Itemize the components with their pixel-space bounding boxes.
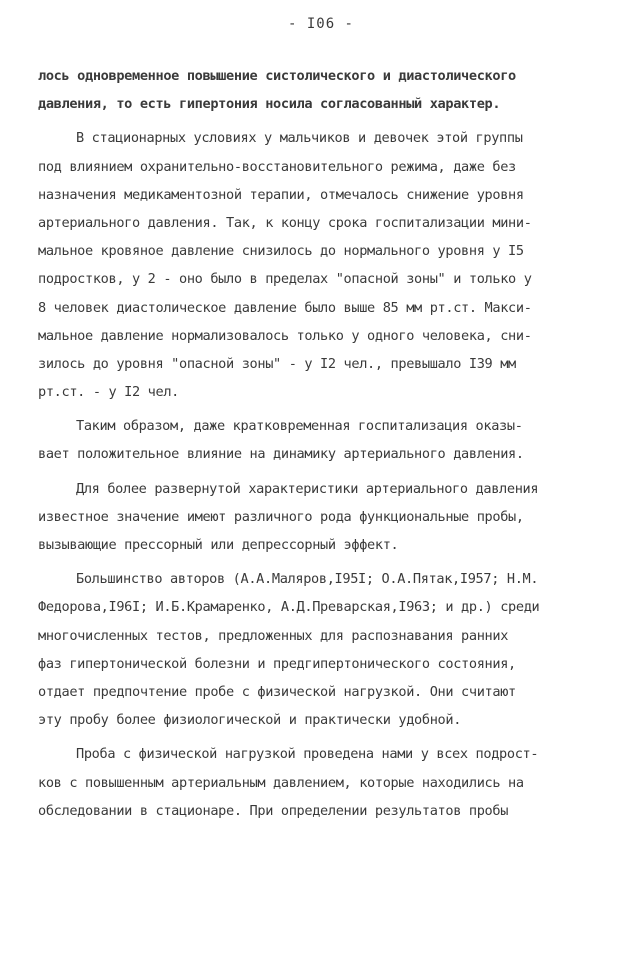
text-line: отдает предпочтение пробе с физической нагрузкой. Они считают	[38, 683, 516, 700]
document-body	[38, 62, 612, 825]
text-line: назначения медикаментозной терапии, отмечалось снижение уровня	[38, 186, 524, 203]
paragraph	[38, 475, 612, 560]
text-line: Для более развернутой характеристики артериального давления	[76, 480, 539, 497]
paragraph	[38, 740, 612, 825]
text-line: артериального давления. Так, к концу срока госпитализации мини-	[38, 214, 532, 231]
text-line: вызывающие прессорный или депрессорный эффект.	[38, 537, 399, 553]
text-line: 8 человек диастолическое давление было выше 85 мм рт.ст. Макси-	[38, 299, 532, 316]
paragraph	[38, 412, 612, 468]
paragraph	[38, 62, 612, 118]
text-line: В стационарных условиях у мальчиков и девочек этой группы	[76, 130, 523, 147]
text-line: обследовании в стационаре. При определении результатов пробы	[38, 802, 509, 819]
text-line: подростков, у 2 - оно было в пределах "опасной зоны" и только у	[38, 271, 532, 288]
text-line: вает положительное влияние на динамику артериального давления.	[38, 446, 524, 463]
page-number: - I06 -	[287, 16, 354, 32]
paragraph	[38, 124, 612, 406]
text-line: мальное кровяное давление снизилось до нормального уровня у I5	[38, 243, 524, 260]
text-line: Таким образом, даже кратковременная госпитализация оказы-	[76, 418, 523, 435]
text-line: давления, то есть гипертония носила согласованный характер.	[38, 96, 501, 113]
text-line: под влиянием охранительно-восстановительного режима, даже без	[38, 158, 516, 175]
text-line: известное значение имеют различного рода функциональные пробы,	[38, 508, 524, 525]
paragraph	[38, 565, 612, 734]
text-line: Проба с физической нагрузкой проведена нами у всех подрост-	[76, 746, 539, 763]
text-line: ков с повышенным артериальным давлением, которые находились на	[38, 774, 524, 791]
text-line: лось одновременное повышение систолического и диастолического	[38, 68, 516, 84]
text-line: фаз гипертонической болезни и предгипертонического состояния,	[38, 655, 516, 672]
text-line: Федорова,I96I; И.Б.Крамаренко, А.Д.Преварская,I963; и др.) среди	[38, 599, 540, 616]
text-line: рт.ст. - у I2 чел.	[38, 384, 180, 401]
text-line: эту пробу более физиологической и практически удобной.	[38, 712, 462, 729]
text-line: мальное давление нормализовалось только у одного человека, сни-	[38, 327, 532, 344]
text-line: Большинство авторов (А.А.Маляров,I95I; О.А.Пятак,I957; Н.М.	[76, 571, 539, 588]
text-line: зилось до уровня "опасной зоны" - у I2 чел., превышало I39 мм	[38, 355, 516, 372]
text-line: многочисленных тестов, предложенных для распознавания ранних	[38, 627, 509, 644]
